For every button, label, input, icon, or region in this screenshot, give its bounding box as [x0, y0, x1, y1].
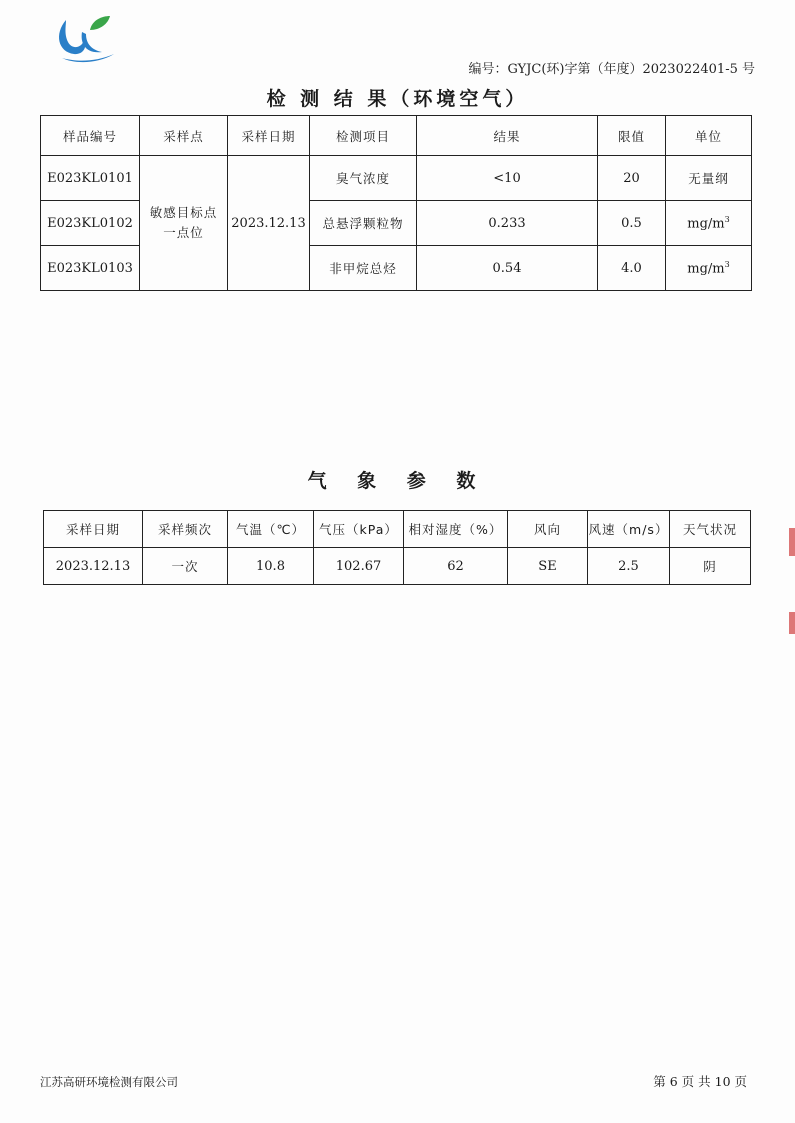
humidity-cell: 62	[404, 548, 508, 585]
col-header: 气温（℃）	[228, 511, 314, 548]
frequency-cell: 一次	[143, 548, 228, 585]
table-row	[41, 156, 752, 201]
col-header: 检测项目	[310, 116, 417, 156]
table-header-row	[41, 116, 752, 156]
weather-title: 气 象 参 数	[307, 470, 488, 492]
weather-table	[43, 510, 751, 585]
pressure-cell: 102.67	[314, 548, 404, 585]
temperature-cell: 10.8	[228, 548, 314, 585]
stamp-edge-mark	[789, 612, 795, 634]
col-header: 单位	[666, 116, 752, 156]
weather-cell: 阴	[670, 548, 751, 585]
sampling-point-cell	[140, 156, 228, 291]
sample-id-cell: E023KL0101	[41, 156, 140, 201]
stamp-edge-mark	[789, 528, 795, 556]
company-name: 江苏高研环境检测有限公司	[40, 1075, 178, 1089]
col-header: 风速（m/s）	[588, 511, 670, 548]
limit-cell: 0.5	[598, 201, 666, 246]
result-cell: <10	[417, 156, 598, 201]
col-header: 采样日期	[228, 116, 310, 156]
results-title: 检 测 结 果（环境空气）	[266, 88, 529, 110]
result-cell: 0.54	[417, 246, 598, 291]
unit-cell: $mg/m^3$	[666, 201, 752, 246]
item-cell: 总悬浮颗粒物	[310, 201, 417, 246]
results-table	[40, 115, 752, 291]
sample-id-cell: E023KL0102	[41, 201, 140, 246]
col-header: 采样日期	[44, 511, 143, 548]
item-cell: 臭气浓度	[310, 156, 417, 201]
unit-cell: $mg/m^3$	[666, 246, 752, 291]
limit-cell: 4.0	[598, 246, 666, 291]
sample-id-cell: E023KL0103	[41, 246, 140, 291]
wind-direction-cell: SE	[508, 548, 588, 585]
col-header: 结果	[417, 116, 598, 156]
item-cell: 非甲烷总烃	[310, 246, 417, 291]
col-header: 限值	[598, 116, 666, 156]
table-header-row	[44, 511, 751, 548]
sampling-point-text: 敏感目标点一点位	[149, 205, 218, 240]
sampling-date-cell: 2023.12.13	[228, 156, 310, 291]
result-cell: 0.233	[417, 201, 598, 246]
page-number: 第 6 页 共 10 页	[653, 1074, 747, 1089]
col-header: 采样频次	[143, 511, 228, 548]
company-logo	[52, 14, 118, 64]
limit-cell: 20	[598, 156, 666, 201]
col-header: 相对湿度（%）	[404, 511, 508, 548]
date-cell: 2023.12.13	[44, 548, 143, 585]
document-number: 编号：GYJC(环)字第（年度）2023022401-5 号	[468, 62, 755, 77]
col-header: 风向	[508, 511, 588, 548]
col-header: 样品编号	[41, 116, 140, 156]
col-header: 天气状况	[670, 511, 751, 548]
unit-cell: 无量纲	[666, 156, 752, 201]
col-header: 气压（kPa）	[314, 511, 404, 548]
col-header: 采样点	[140, 116, 228, 156]
table-row	[44, 548, 751, 585]
wind-speed-cell: 2.5	[588, 548, 670, 585]
